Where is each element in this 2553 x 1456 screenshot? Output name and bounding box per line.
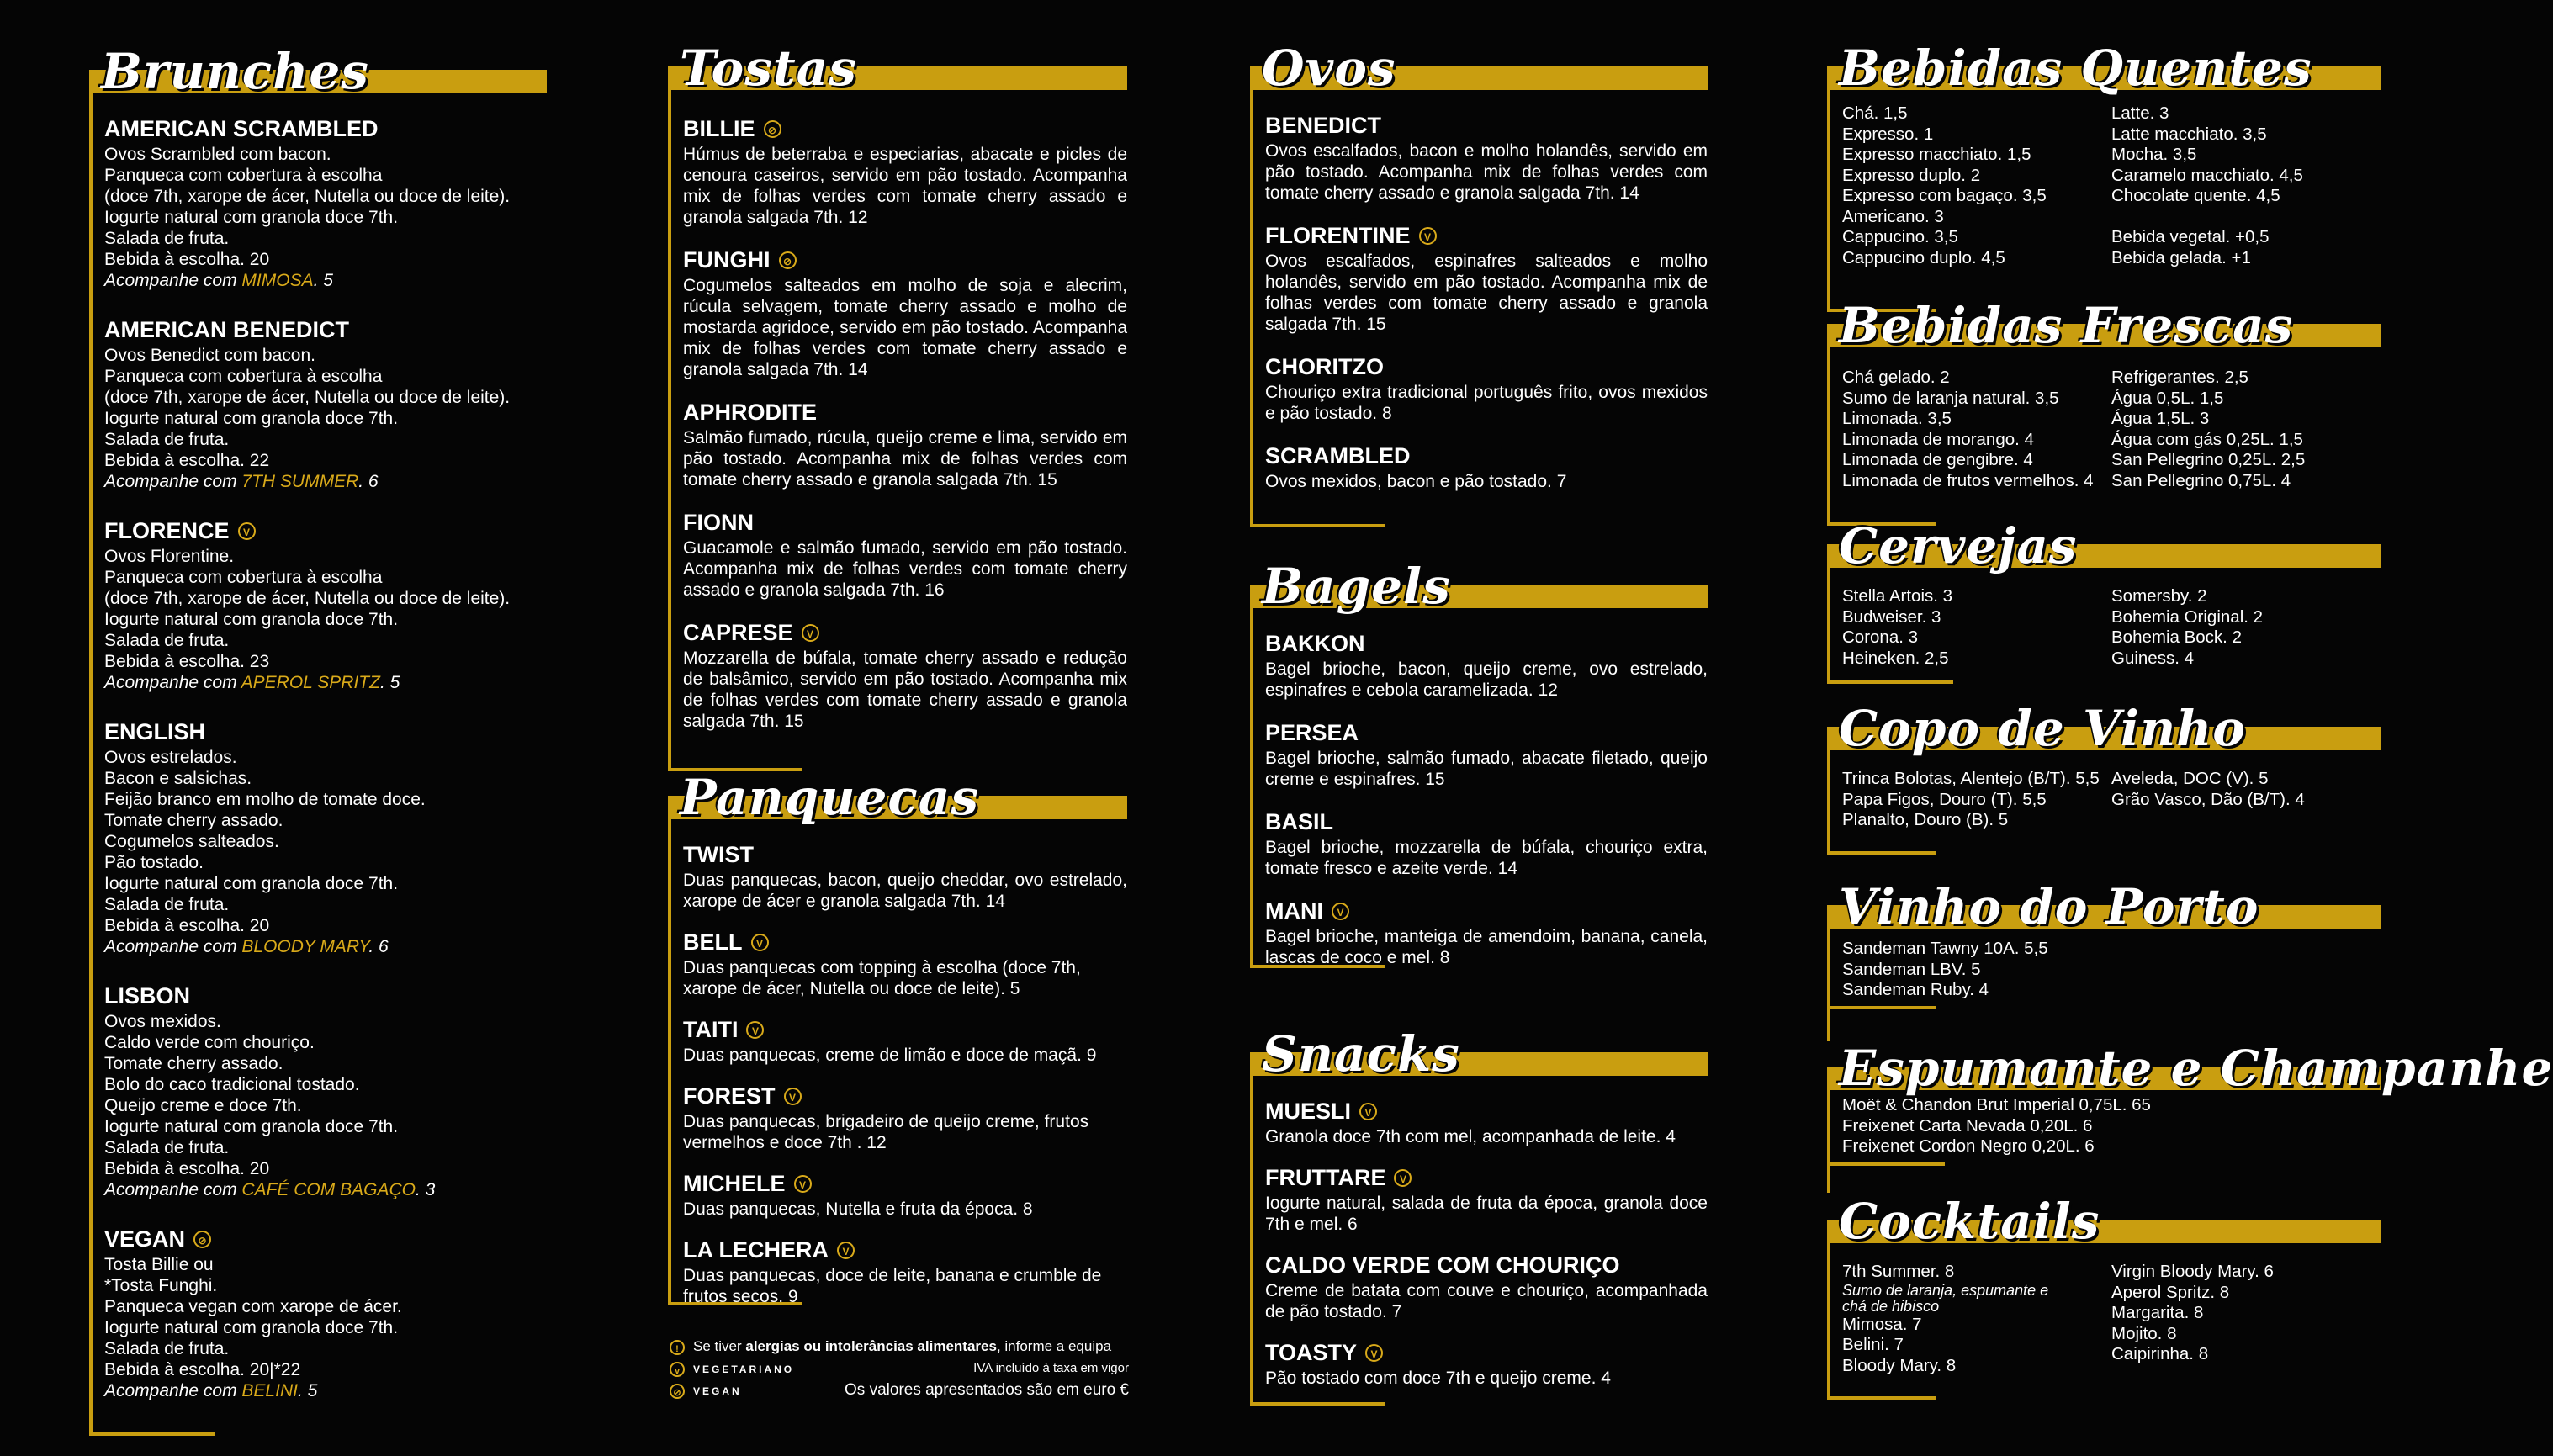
section-border-bottom: [1827, 851, 1936, 855]
drink-item: Grão Vasco, Dão (B/T). 4: [2111, 789, 2305, 809]
item-line: Ovos Benedict com bacon.: [104, 346, 315, 365]
menu-item: [1265, 1098, 1708, 1147]
drinks-list-left: [1842, 769, 2111, 831]
section-title: Ovos: [1262, 40, 1396, 97]
drink-item: Somersby. 2: [2111, 586, 2207, 606]
item-name: BILLIE ⊘: [683, 115, 1127, 142]
drink-item: Mojito. 8: [2111, 1323, 2177, 1343]
drink-item: Limonada de frutos vermelhos. 4: [1842, 470, 2094, 490]
drink-item: Bebida gelada. +1: [2111, 247, 2251, 267]
drink-item: Aperol Spritz. 8: [2111, 1282, 2230, 1302]
pairing-suggestion: Acompanhe com MIMOSA. 5: [104, 271, 333, 290]
footer-notes: [670, 1336, 1129, 1401]
menu-item: [683, 115, 1127, 228]
drink-item: Guiness. 4: [2111, 648, 2194, 668]
item-name: ENGLISH: [104, 719, 206, 744]
section-border: [89, 70, 93, 1436]
item-line: Iogurte natural com granola doce 7th.: [104, 208, 399, 227]
item-line: Salada de fruta.: [104, 895, 230, 914]
item-line: Bebida à escolha. 20: [104, 916, 270, 935]
drink-item: Água com gás 0,25L. 1,5: [2111, 429, 2303, 449]
menu-item: [1265, 630, 1708, 701]
drink-item: Expresso. 1: [1842, 124, 1934, 144]
section-brunches: [87, 38, 547, 1400]
item-line: Salada de fruta.: [104, 1339, 230, 1358]
section-bebidas-quentes: [1825, 34, 2381, 287]
item-name: LA LECHERA V: [683, 1236, 1127, 1263]
item-description: Cogumelos salteados em molho de soja e alecrim, rúcula selvagem, tomate cherry assado e molho de mostarda agridoce, servido em pão tostado. Acompanha mix de folhas verdes com tomate cherry assado e granola salgada 7th. 14: [683, 276, 1127, 379]
allergy-icon: !: [670, 1340, 685, 1355]
section-title: Snacks: [1262, 1025, 1460, 1083]
menu-item: [104, 1226, 547, 1401]
drink-item: Latte. 3: [2111, 103, 2169, 123]
vegetarian-icon: V: [746, 1021, 764, 1039]
pairing-suggestion: Acompanhe com BLOODY MARY. 6: [104, 937, 389, 956]
drink-item: Mimosa. 7: [1842, 1314, 1922, 1334]
drinks-list-left: [1842, 939, 2111, 1001]
vegan-legend: ⊘ VEGAN Os valores apresentados são em euro €: [670, 1379, 1129, 1401]
section-border-bottom: [1250, 1402, 1385, 1406]
drink-item: Limonada de morango. 4: [1842, 429, 2034, 449]
drinks-list-left: [1842, 1262, 2111, 1376]
vegan-icon: ⊘: [779, 251, 797, 269]
section-border-bottom: [1827, 680, 1953, 684]
menu-item: [1265, 112, 1708, 204]
section-panquecas: [666, 764, 1127, 1310]
section-title: Espumante e Champanhe: [1839, 1040, 2553, 1097]
drink-item: Planalto, Douro (B). 5: [1842, 810, 2009, 829]
drink-item: Água 0,5L. 1,5: [2111, 388, 2224, 408]
item-name: AMERICAN BENEDICT: [104, 317, 350, 342]
item-line: Bebida à escolha. 22: [104, 451, 270, 470]
pairing-suggestion: Acompanhe com CAFÉ COM BAGAÇO. 3: [104, 1180, 436, 1199]
item-name: BAKKON: [1265, 631, 1365, 656]
menu-item: [104, 718, 547, 957]
drink-item: Expresso com bagaço. 3,5: [1842, 186, 2047, 205]
drink-item: Sandeman Ruby. 4: [1842, 980, 1989, 999]
section-title: Panquecas: [680, 769, 979, 826]
item-description: Bagel brioche, bacon, queijo creme, ovo estrelado, espinafres e cebola caramelizada. 12: [1265, 659, 1708, 700]
item-name: FUNGHI ⊘: [683, 246, 1127, 273]
vegetarian-icon: V: [751, 934, 769, 951]
drink-item: Expresso duplo. 2: [1842, 165, 1981, 185]
section-border: [668, 796, 671, 1305]
vegetarian-icon: V: [1419, 227, 1437, 245]
vegetarian-icon: v: [670, 1362, 685, 1377]
item-line: Tomate cherry assado.: [104, 1054, 283, 1073]
drink-item: Expresso macchiato. 1,5: [1842, 145, 2031, 164]
vegetarian-icon: V: [802, 624, 819, 642]
drink-item: Limonada. 3,5: [1842, 409, 1952, 428]
item-description: Duas panquecas, brigadeiro de queijo creme, frutos vermelhos e doce 7th . 12: [683, 1112, 1089, 1152]
item-name: CHORITZO: [1265, 354, 1384, 379]
item-name: TAITI V: [683, 1016, 1127, 1043]
pairing-drink: 7TH SUMMER: [241, 472, 359, 491]
vegetarian-icon: V: [1394, 1169, 1412, 1187]
drink-item: Belini. 7: [1842, 1335, 1904, 1354]
menu-item: [1265, 1164, 1708, 1235]
item-line: Iogurte natural com granola doce 7th.: [104, 1117, 399, 1136]
item-name: MANI V: [1265, 897, 1708, 924]
drink-item: Chá gelado. 2: [1842, 368, 1950, 387]
item-name: BASIL: [1265, 809, 1333, 834]
item-description: Húmus de beterraba e especiarias, abacate e picles de cenoura caseiros, servido em pão tostado. Acompanha mix de folhas verdes com tomate cherry assado e granola salgada 7th. 12: [683, 145, 1127, 227]
currency-note: Os valores apresentados são em euro €: [845, 1381, 1129, 1399]
drink-item: Aveleda, DOC (V). 5: [2111, 769, 2269, 788]
menu-item: [683, 619, 1127, 732]
item-line: Ovos estrelados.: [104, 748, 237, 767]
item-line: (doce 7th, xarope de ácer, Nutella ou doce de leite).: [104, 589, 511, 608]
section-border: [1827, 1220, 1830, 1400]
item-description: Mozzarella de búfala, tomate cherry assado e redução de balsâmico, servido em pão tostado. Acompanha mix de folhas verdes com tomate cherry assado e granola salgada 7th. 15: [683, 649, 1127, 731]
section-border-bottom: [1827, 1006, 1936, 1009]
section-title: Vinho do Porto: [1839, 878, 2259, 935]
menu-item: [683, 399, 1127, 490]
item-line: (doce 7th, xarope de ácer, Nutella ou doce de leite).: [104, 388, 511, 407]
item-description: Duas panquecas, bacon, queijo cheddar, ovo estrelado, xarope de ácer e granola salgada 7th. 14: [683, 871, 1127, 911]
item-line: Bacon e salsichas.: [104, 769, 252, 788]
item-description: Guacamole e salmão fumado, servido em pão tostado. Acompanha mix de folhas verdes com tomate cherry assado e granola salgada 7th. 16: [683, 538, 1127, 600]
drink-item: Heineken. 2,5: [1842, 648, 1949, 668]
item-line: Iogurte natural com granola doce 7th.: [104, 610, 399, 629]
section-copo-de-vinho: [1825, 695, 2381, 846]
vegetarian-icon: V: [1365, 1344, 1383, 1362]
drink-item: Limonada de gengibre. 4: [1842, 450, 2033, 469]
item-line: Iogurte natural com granola doce 7th.: [104, 874, 399, 893]
section-title: Brunches: [101, 43, 369, 100]
menu-item: [1265, 808, 1708, 879]
menu-item: [1265, 442, 1708, 492]
section-border: [1250, 585, 1253, 968]
vegetarian-icon: V: [238, 522, 256, 540]
drink-item: Caramelo macchiato. 4,5: [2111, 165, 2303, 185]
pairing-drink: BLOODY MARY: [241, 937, 369, 956]
item-description: Pão tostado com doce 7th e queijo creme. 4: [1265, 1369, 1611, 1388]
pairing-suggestion: Acompanhe com APEROL SPRITZ. 5: [104, 673, 400, 692]
item-line: Ovos mexidos.: [104, 1012, 221, 1031]
pairing-drink: MIMOSA: [241, 271, 314, 290]
drink-item: Água 1,5L. 3: [2111, 409, 2210, 428]
item-description: Duas panquecas, creme de limão e doce de maçã. 9: [683, 1046, 1097, 1065]
pairing-drink: APEROL SPRITZ: [241, 673, 380, 692]
drink-note: Sumo de laranja, espumante e: [1842, 1281, 2049, 1299]
drink-item: Latte macchiato. 3,5: [2111, 124, 2267, 144]
item-line: Bolo do caco tradicional tostado.: [104, 1075, 360, 1094]
item-description: Bagel brioche, manteiga de amendoim, banana, canela, lascas de coco e mel. 8: [1265, 927, 1708, 967]
item-name: BENEDICT: [1265, 113, 1382, 138]
section-title: Bebidas Quentes: [1839, 40, 2312, 97]
menu-item: [1265, 1339, 1708, 1389]
item-name: TOASTY V: [1265, 1339, 1708, 1366]
item-description: Iogurte natural, salada de fruta da época, granola doce 7th e mel. 6: [1265, 1194, 1708, 1234]
section-bebidas-frescas: [1825, 292, 2381, 502]
drink-item: Cappucino. 3,5: [1842, 227, 1958, 246]
allergy-note: ! Se tiver alergias ou intolerâncias alimentares, informe a equipa: [670, 1336, 1129, 1358]
section-border: [1827, 324, 1830, 526]
item-name: SCRAMBLED: [1265, 443, 1411, 469]
section-bagels: [1248, 553, 1708, 973]
item-name: APHRODITE: [683, 400, 818, 425]
section-tostas: [666, 34, 1127, 741]
item-line: Bebida à escolha. 20: [104, 1159, 270, 1178]
item-name: FLORENTINE V: [1265, 222, 1708, 249]
item-line: Salada de fruta.: [104, 631, 230, 650]
item-name: CALDO VERDE COM CHOURIÇO: [1265, 1252, 1620, 1278]
item-description: Chouriço extra tradicional português frito, ovos mexidos e pão tostado. 8: [1265, 383, 1708, 423]
item-line: Feijão branco em molho de tomate doce.: [104, 790, 426, 809]
drink-item: Bohemia Bock. 2: [2111, 627, 2242, 647]
item-description: Bagel brioche, mozzarella de búfala, chouriço extra, tomate fresco e azeite verde. 14: [1265, 838, 1708, 878]
item-line: Salada de fruta.: [104, 229, 230, 248]
pairing-suggestion: Acompanhe com 7TH SUMMER. 6: [104, 472, 379, 491]
drink-item: Budweiser. 3: [1842, 606, 1941, 627]
menu-item: [683, 509, 1127, 601]
section-border: [1827, 727, 1830, 855]
pairing-drink: BELINI: [241, 1381, 298, 1400]
drink-note: chá de hibisco: [1842, 1297, 1940, 1315]
section-border: [1827, 1067, 1830, 1193]
item-description: Bagel brioche, salmão fumado, abacate filetado, queijo creme e espinafres. 15: [1265, 749, 1708, 789]
item-name: MICHELE V: [683, 1170, 1127, 1197]
drink-item: Papa Figos, Douro (T). 5,5: [1842, 789, 2047, 809]
item-line: Tosta Billie ou: [104, 1255, 214, 1274]
section-ovos: [1248, 34, 1708, 502]
drinks-list-left: [1842, 103, 2111, 268]
menu-item: [683, 841, 1127, 912]
item-description: Ovos mexidos, bacon e pão tostado. 7: [1265, 472, 1567, 491]
menu-item: [683, 929, 1127, 999]
section-cervejas: [1825, 512, 2381, 680]
drink-item: Mocha. 3,5: [2111, 145, 2197, 164]
drinks-list-left: [1842, 1095, 2381, 1157]
item-line: Bebida à escolha. 20|*22: [104, 1360, 301, 1379]
item-line: Iogurte natural com granola doce 7th.: [104, 409, 399, 428]
pairing-drink: CAFÉ COM BAGAÇO: [241, 1180, 416, 1199]
item-name: FLORENCE V: [104, 517, 547, 544]
menu-item: [683, 1236, 1127, 1307]
item-line: Panqueca vegan com xarope de ácer.: [104, 1297, 402, 1316]
item-name: BELL V: [683, 929, 1127, 956]
menu-item: [1265, 353, 1708, 424]
section-espumante-champanhe: [1825, 1035, 2553, 1178]
drink-item: Trinca Bolotas, Alentejo (B/T). 5,5: [1842, 769, 2100, 788]
section-border-bottom: [1827, 1396, 1936, 1400]
item-description: Duas panquecas, Nutella e fruta da época. 8: [683, 1199, 1033, 1219]
vegan-icon: ⊘: [764, 120, 781, 138]
menu-item: [1265, 222, 1708, 335]
drink-item: Sumo de laranja natural. 3,5: [1842, 388, 2059, 408]
drink-item: Bloody Mary. 8: [1842, 1355, 1957, 1375]
drink-item: San Pellegrino 0,25L. 2,5: [2111, 450, 2306, 469]
menu-item: [1265, 1252, 1708, 1322]
item-name: MUESLI V: [1265, 1098, 1708, 1125]
section-border-bottom: [1250, 524, 1385, 527]
vegan-icon: ⊘: [193, 1231, 211, 1248]
drink-item: Freixenet Carta Nevada 0,20L. 6: [1842, 1115, 2093, 1136]
item-name: VEGAN ⊘: [104, 1226, 547, 1252]
item-description: Salmão fumado, rúcula, queijo creme e lima, servido em pão tostado. Acompanha mix de folhas verdes com tomate cherry assado e granola salgada 7th. 15: [683, 428, 1127, 490]
vegan-icon: ⊘: [670, 1384, 685, 1399]
menu-item: [683, 1083, 1127, 1153]
item-name: FRUTTARE V: [1265, 1164, 1708, 1191]
drink-item: Margarita. 8: [2111, 1303, 2204, 1322]
vegetarian-legend: v VEGETARIANO IVA incluído à taxa em vigor: [670, 1358, 1129, 1379]
menu-item: [1265, 719, 1708, 790]
item-line: Panqueca com cobertura à escolha: [104, 367, 383, 386]
drinks-list-left: [1842, 586, 2111, 669]
item-line: Cogumelos salteados.: [104, 832, 279, 851]
item-description: Creme de batata com couve e chouriço, acompanhada de pão tostado. 7: [1265, 1281, 1708, 1321]
drinks-list-left: [1842, 368, 2111, 491]
section-border: [1827, 905, 1830, 1041]
drink-item: Corona. 3: [1842, 627, 1919, 647]
item-line: Panqueca com cobertura à escolha: [104, 166, 383, 185]
item-line: Caldo verde com chouriço.: [104, 1033, 315, 1052]
section-border: [1250, 1052, 1253, 1406]
vegetarian-icon: V: [1332, 903, 1349, 920]
item-name: AMERICAN SCRAMBLED: [104, 116, 379, 141]
drink-item: Bohemia Original. 2: [2111, 606, 2264, 627]
drinks-list-right: [2111, 103, 2381, 268]
drink-item: Cappucino duplo. 4,5: [1842, 247, 2005, 267]
drink-item: Chá. 1,5: [1842, 103, 1908, 123]
item-description: Ovos escalfados, bacon e molho holandês, servido em pão tostado. Acompanha mix de folhas verdes com tomate cherry assado e granola salgada 7th. 14: [1265, 141, 1708, 203]
menu-item: [683, 246, 1127, 380]
drink-item: Caipirinha. 8: [2111, 1344, 2209, 1363]
drink-item: Sandeman Tawny 10A. 5,5: [1842, 939, 2048, 958]
item-name: LISBON: [104, 983, 191, 1009]
section-title: Bebidas Frescas: [1839, 297, 2294, 354]
menu-item: [1265, 897, 1708, 968]
drink-item: Stella Artois. 3: [1842, 586, 1953, 606]
section-border-bottom: [89, 1432, 215, 1436]
item-line: Iogurte natural com granola doce 7th.: [104, 1318, 399, 1337]
drinks-list-right: [2111, 769, 2381, 831]
item-line: Queijo creme e doce 7th.: [104, 1096, 302, 1115]
pairing-suggestion: Acompanhe com BELINI. 5: [104, 1381, 318, 1400]
item-line: Ovos Florentine.: [104, 547, 235, 566]
item-line: Ovos Scrambled com bacon.: [104, 145, 331, 164]
item-line: Bebida à escolha. 20: [104, 250, 270, 269]
item-name: FIONN: [683, 510, 754, 535]
section-title: Cocktails: [1839, 1193, 2100, 1250]
drink-item: Refrigerantes. 2,5: [2111, 368, 2248, 387]
drink-item: Virgin Bloody Mary. 6: [2111, 1262, 2274, 1281]
drink-item: Freixenet Cordon Negro 0,20L. 6: [1842, 1136, 2095, 1156]
vat-note: IVA incluído à taxa em vigor: [973, 1361, 1129, 1375]
section-title: Copo de Vinho: [1839, 700, 2246, 757]
vegetarian-icon: V: [837, 1242, 855, 1259]
item-name: FOREST V: [683, 1083, 1127, 1109]
section-vinho-do-porto: [1825, 873, 2381, 1016]
vegetarian-icon: V: [1359, 1103, 1377, 1120]
drink-item: 7th Summer. 8: [1842, 1262, 1955, 1281]
section-border: [1250, 66, 1253, 527]
item-description: Duas panquecas com topping à escolha (doce 7th, xarope de ácer, Nutella ou doce de leite). 5: [683, 958, 1081, 998]
vegetarian-icon: V: [794, 1175, 812, 1193]
section-title: Bagels: [1262, 558, 1451, 615]
drink-spacer: [2111, 207, 2381, 228]
menu-item: [104, 517, 547, 693]
item-line: (doce 7th, xarope de ácer, Nutella ou doce de leite).: [104, 187, 511, 206]
drink-item: San Pellegrino 0,75L. 4: [2111, 470, 2291, 490]
item-name: TWIST: [683, 842, 754, 867]
section-border: [668, 66, 671, 771]
drink-item: Moët & Chandon Brut Imperial 0,75L. 65: [1842, 1095, 2151, 1115]
drink-item: Americano. 3: [1842, 206, 1944, 226]
vegetarian-icon: V: [784, 1088, 802, 1105]
menu-item: [683, 1016, 1127, 1066]
item-name: CAPRESE V: [683, 619, 1127, 646]
menu-item: [104, 982, 547, 1200]
menu-item: [104, 316, 547, 492]
item-line: Salada de fruta.: [104, 430, 230, 449]
section-title: Tostas: [680, 40, 857, 97]
menu-item: [683, 1170, 1127, 1220]
section-border-bottom: [1827, 1162, 1945, 1166]
section-border: [1827, 544, 1830, 684]
drink-item: Bebida vegetal. +0,5: [2111, 227, 2270, 246]
section-title: Cervejas: [1839, 517, 2078, 574]
drinks-list-right: [2111, 586, 2381, 669]
item-line: Salada de fruta.: [104, 1138, 230, 1157]
item-description: Ovos escalfados, espinafres salteados e molho holandês, servido em pão tostado. Acompanha mix de folhas verdes com tomate cherry assado e granola salgada 7th. 15: [1265, 251, 1708, 334]
section-cocktails: [1825, 1188, 2381, 1398]
item-line: *Tosta Funghi.: [104, 1276, 218, 1295]
drinks-list-right: [2111, 1262, 2381, 1376]
item-line: Pão tostado.: [104, 853, 204, 872]
item-description: Granola doce 7th com mel, acompanhada de leite. 4: [1265, 1127, 1676, 1146]
item-line: Tomate cherry assado.: [104, 811, 283, 830]
menu-item: [104, 115, 547, 291]
item-description: Duas panquecas, doce de leite, banana e crumble de frutos secos. 9: [683, 1266, 1102, 1306]
section-snacks: [1248, 1020, 1708, 1399]
drink-item: Sandeman LBV. 5: [1842, 959, 1981, 979]
drink-item: Chocolate quente. 4,5: [2111, 186, 2280, 205]
item-line: Panqueca com cobertura à escolha: [104, 568, 383, 587]
drinks-list-right: [2111, 368, 2381, 491]
section-border: [1827, 66, 1830, 312]
item-line: Bebida à escolha. 23: [104, 652, 270, 671]
item-name: PERSEA: [1265, 720, 1359, 745]
